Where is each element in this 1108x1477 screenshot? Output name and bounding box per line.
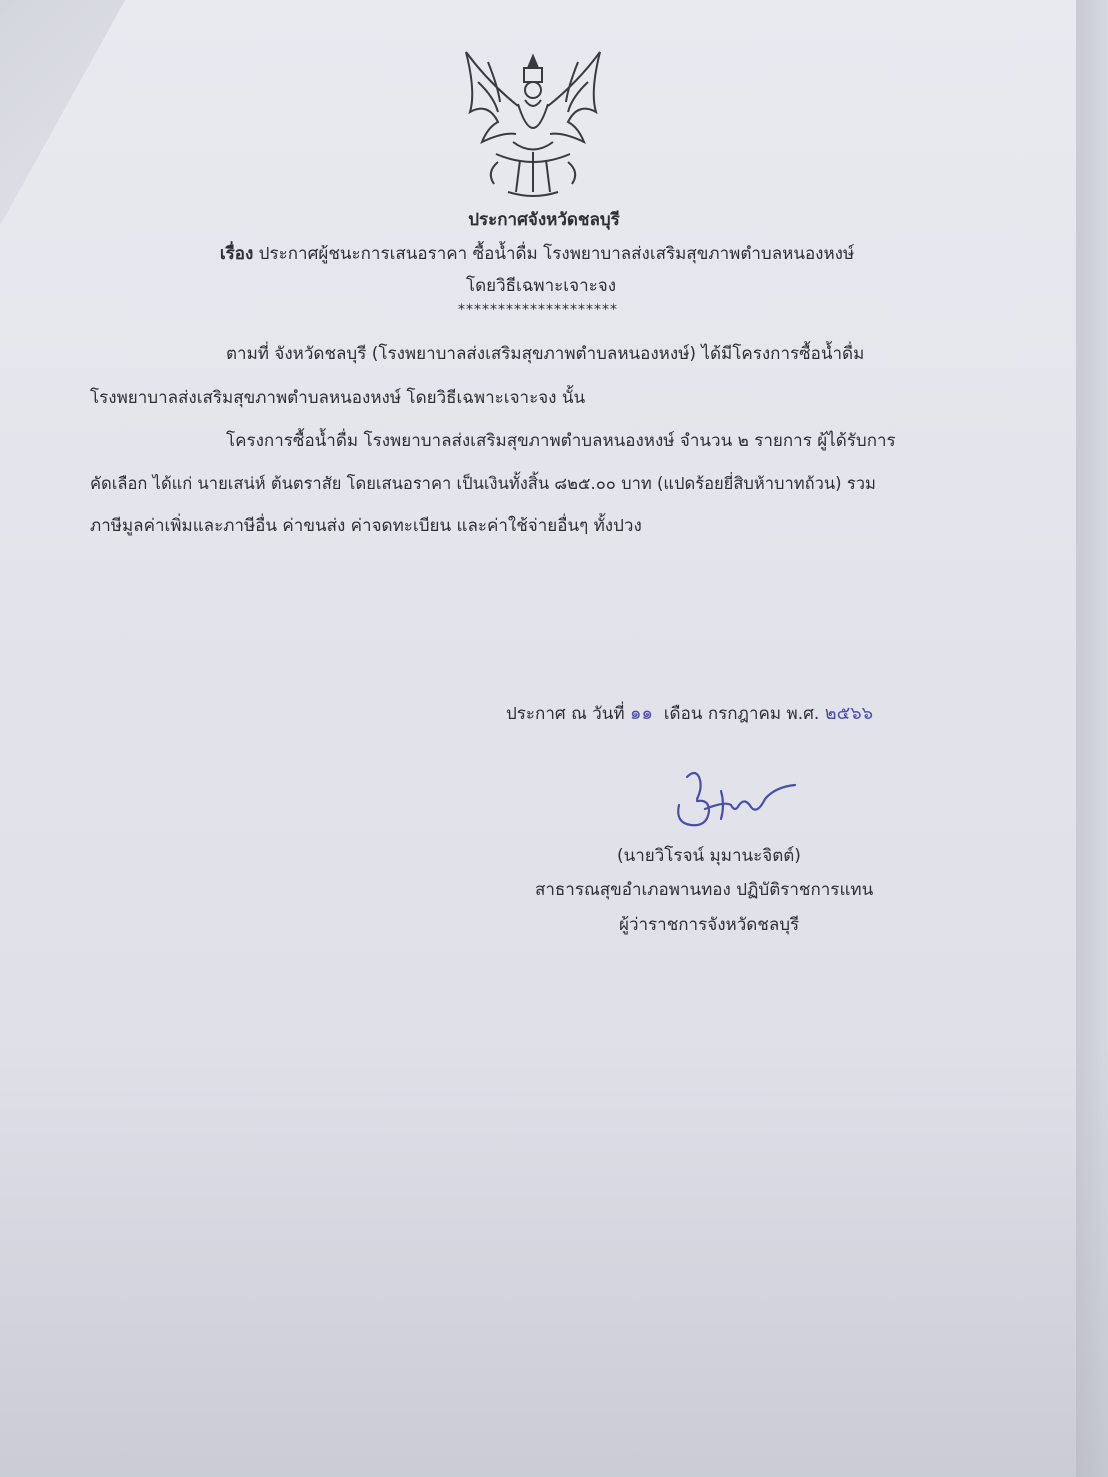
date-day: ๑๑ [630, 703, 653, 724]
subject-label: เรื่อง [219, 244, 254, 264]
bottom-shadow [0, 1040, 1108, 1477]
announcement-date [506, 698, 873, 727]
signer-position-2: ผู้ว่าราชการจังหวัดชลบุรี [619, 915, 800, 935]
date-month: กรกฎาคม [707, 704, 782, 724]
signer-name: (นายวิโรจน์ มุมานะจิตต์) [617, 846, 801, 866]
date-year: ๒๕๖๖ [824, 703, 874, 724]
date-month-label: เดือน [663, 704, 703, 724]
garuda-emblem-icon [458, 42, 608, 202]
date-year-label: พ.ศ. [786, 704, 820, 724]
paragraph-2-line-3: ภาษีมูลค่าเพิ่มและภาษีอื่น ค่าขนส่ง ค่าจดทะเบียน และค่าใช้จ่ายอื่นๆ ทั้งปวง [90, 516, 642, 536]
announcement-title: ประกาศจังหวัดชลบุรี [468, 210, 620, 230]
subject-line-2: โดยวิธีเฉพาะเจาะจง [465, 276, 617, 296]
signer-position-1: สาธารณสุขอำเภอพานทอง ปฏิบัติราชการแทน [535, 880, 874, 900]
signature-image [665, 765, 815, 835]
date-prefix: ประกาศ ณ วันที่ [506, 704, 625, 724]
separator-line: ******************** [458, 302, 618, 318]
paragraph-2-line-2: คัดเลือก ได้แก่ นายเสน่ห์ ต้นตราสัย โดยเสนอราคา เป็นเงินทั้งสิ้น ๘๒๕.๐๐ บาท (แปดร้อยยี่สิบห้าบาทถ้วน) รวม [90, 474, 876, 493]
subject-line [220, 240, 854, 267]
paragraph-2-line-1: โครงการซื้อน้ำดื่ม โรงพยาบาลส่งเสริมสุขภาพตำบลหนองหงษ์ จำนวน ๒ รายการ ผู้ได้รับการ [226, 431, 896, 451]
subject-text: ประกาศผู้ชนะการเสนอราคา ซื้อน้ำดื่ม โรงพยาบาลส่งเสริมสุขภาพตำบลหนองหงษ์ [258, 244, 855, 264]
paragraph-1-line-2: โรงพยาบาลส่งเสริมสุขภาพตำบลหนองหงษ์ โดยวิธีเฉพาะเจาะจง นั้น [90, 388, 586, 408]
paragraph-1-line-1: ตามที่ จังหวัดชลบุรี (โรงพยาบาลส่งเสริมสุขภาพตำบลหนองหงษ์) ได้มีโครงการซื้อน้ำดื่ม [226, 344, 865, 364]
